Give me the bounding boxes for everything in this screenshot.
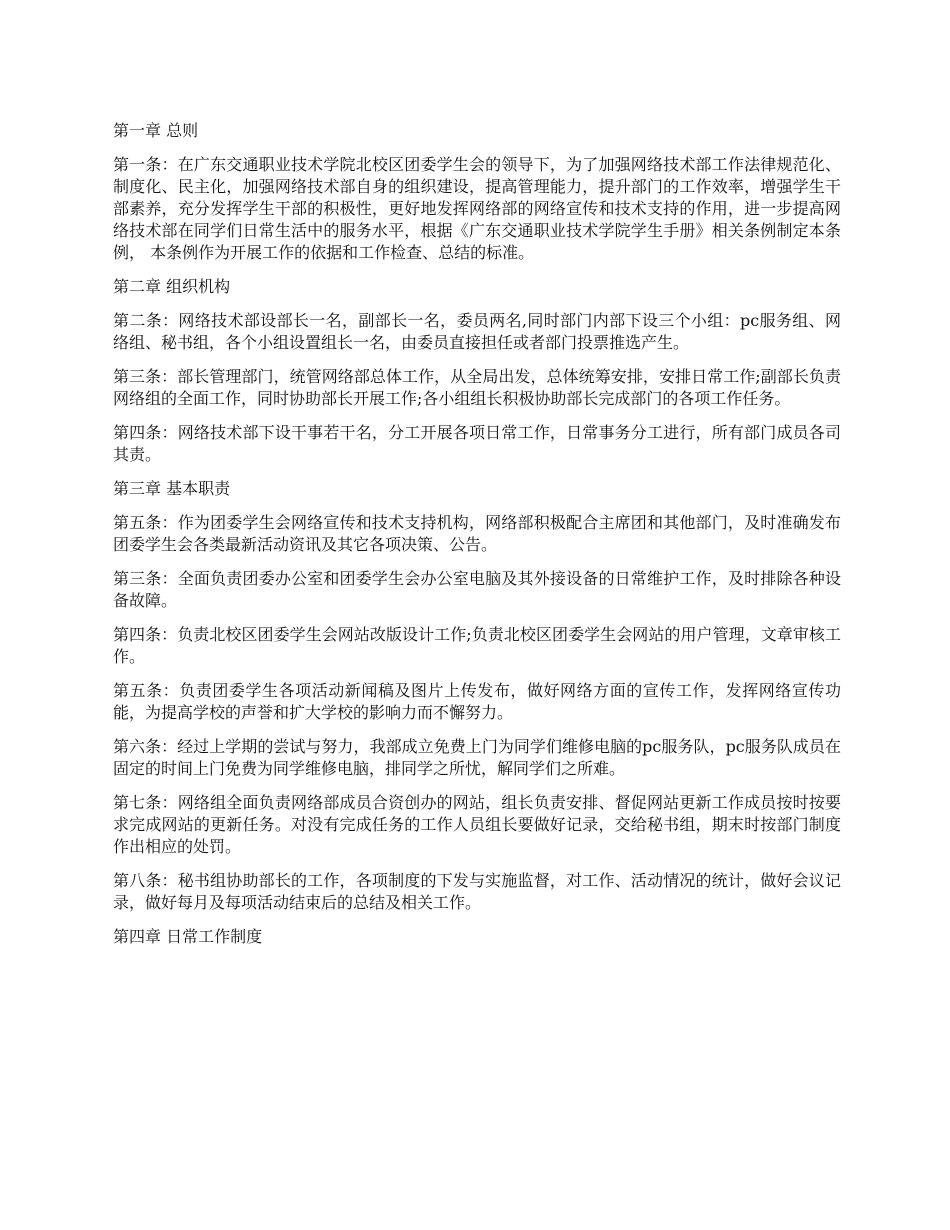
article-paragraph: 第二条：网络技术部设部长一名，副部长一名，委员两名,同时部门内部下设三个小组：pc服务组、网络组、秘书组，各个小组设置组长一名，由委员直接担任或者部门投票推选产生。 — [113, 311, 841, 352]
article-paragraph: 第五条：作为团委学生会网络宣传和技术支持机构，网络部积极配合主席团和其他部门，及时准确发布团委学生会各类最新活动资讯及其它各项决策、公告。 — [113, 513, 841, 554]
article-paragraph: 第三条：部长管理部门，统管网络部总体工作，从全局出发，总体统筹安排，安排日常工作;副部长负责网络组的全面工作，同时协助部长开展工作;各小组组长积极协助部长完成部门的各项工作任务。 — [113, 367, 841, 408]
chapter-heading: 第四章 日常工作制度 — [113, 927, 263, 946]
article-paragraph: 第四条：负责北校区团委学生会网站改版设计工作;负责北校区团委学生会网站的用户管理，文章审核工作。 — [113, 625, 841, 666]
article-paragraph: 第八条：秘书组协助部长的工作，各项制度的下发与实施监督，对工作、活动情况的统计，做好会议记录，做好每月及每项活动结束后的总结及相关工作。 — [113, 871, 841, 912]
article-paragraph: 第七条：网络组全面负责网络部成员合资创办的网站，组长负责安排、督促网站更新工作成员按时按要求完成网站的更新任务。对没有完成任务的工作人员组长要做好记录，交给秘书组，期末时按部门制度作出相应的处罚。 — [113, 793, 841, 856]
article-paragraph: 第六条：经过上学期的尝试与努力，我部成立免费上门为同学们维修电脑的pc服务队，pc服务队成员在固定的时间上门免费为同学维修电脑，排同学之所忧，解同学们之所难。 — [113, 737, 841, 778]
chapter-heading: 第一章 总则 — [113, 121, 199, 140]
chapter-heading: 第三章 基本职责 — [113, 479, 231, 498]
document-page — [113, 120, 841, 960]
article-paragraph: 第一条：在广东交通职业技术学院北校区团委学生会的领导下，为了加强网络技术部工作法律规范化、制度化、民主化，加强网络技术部自身的组织建设，提高管理能力，提升部门的工作效率，增强学生干部素养，充分发挥学生干部的积极性，更好地发挥网络部的网络宣传和技术支持的作用，进一步提高网络技术部在同学们日常生活中的服务水平，根据《广东交通职业技术学院学生手册》相关条例制定本条例， 本条例作为开展工作的依据和工作检查、总结的标准。 — [113, 155, 841, 262]
article-paragraph: 第四条：网络技术部下设干事若干名，分工开展各项日常工作，日常事务分工进行，所有部门成员各司其责。 — [113, 423, 841, 464]
chapter-heading: 第二章 组织机构 — [113, 277, 231, 296]
article-paragraph: 第三条：全面负责团委办公室和团委学生会办公室电脑及其外接设备的日常维护工作，及时排除各种设备故障。 — [113, 569, 841, 610]
article-paragraph: 第五条：负责团委学生各项活动新闻稿及图片上传发布，做好网络方面的宣传工作，发挥网络宣传功能，为提高学校的声誉和扩大学校的影响力而不懈努力。 — [113, 681, 841, 722]
